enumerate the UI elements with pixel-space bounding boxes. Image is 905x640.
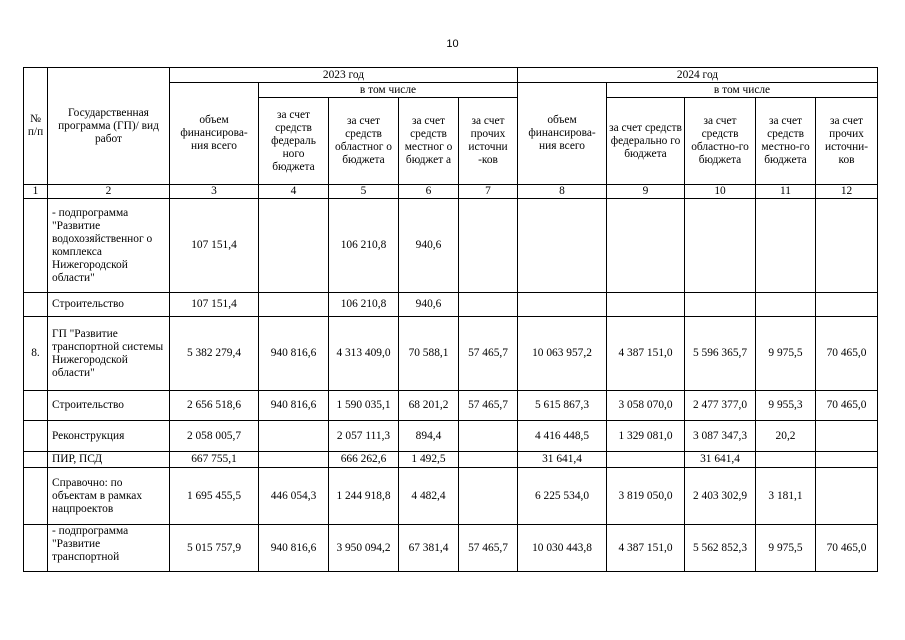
total-2023-cell: 5 382 279,4 xyxy=(170,317,259,391)
local-2023-cell: 68 201,2 xyxy=(399,391,459,421)
federal-2023-cell: 940 816,6 xyxy=(259,317,329,391)
regional-2023-cell: 4 313 409,0 xyxy=(329,317,399,391)
header-local-2023: за счет средств местног о бюджет а xyxy=(399,98,459,185)
row-number xyxy=(24,452,48,468)
federal-2024-cell: 3 058 070,0 xyxy=(607,391,685,421)
header-federal-2024: за счет средств федерально го бюджета xyxy=(607,98,685,185)
header-year-2024: 2024 год xyxy=(518,68,878,83)
federal-2024-cell: 3 819 050,0 xyxy=(607,468,685,525)
regional-2024-cell: 2 403 302,9 xyxy=(685,468,756,525)
other-2024-cell: 70 465,0 xyxy=(816,317,878,391)
table-row xyxy=(24,199,878,293)
row-number xyxy=(24,391,48,421)
column-number: 8 xyxy=(518,185,607,199)
row-name: Реконструкция xyxy=(48,421,170,452)
row-name: - подпрограмма "Развитие водохозяйственног о комплекса Нижегородской области" xyxy=(48,199,170,293)
column-number: 9 xyxy=(607,185,685,199)
column-number: 3 xyxy=(170,185,259,199)
total-2024-cell xyxy=(518,293,607,317)
header-including-2024: в том числе xyxy=(607,83,878,98)
header-number: № п/п xyxy=(24,68,48,185)
total-2023-cell: 107 151,4 xyxy=(170,293,259,317)
total-2023-cell: 2 656 518,6 xyxy=(170,391,259,421)
regional-2023-cell: 106 210,8 xyxy=(329,199,399,293)
header-other-2024: за счет прочих источни-ков xyxy=(816,98,878,185)
regional-2024-cell: 2 477 377,0 xyxy=(685,391,756,421)
header-federal-2023: за счет средств федераль ного бюджета xyxy=(259,98,329,185)
row-name: Справочно: по объектам в рамках нацпроектов xyxy=(48,468,170,525)
local-2024-cell: 9 975,5 xyxy=(756,317,816,391)
federal-2024-cell xyxy=(607,199,685,293)
row-number xyxy=(24,199,48,293)
total-2024-cell: 4 416 448,5 xyxy=(518,421,607,452)
column-number: 10 xyxy=(685,185,756,199)
local-2023-cell: 4 482,4 xyxy=(399,468,459,525)
other-2024-cell: 70 465,0 xyxy=(816,391,878,421)
local-2023-cell: 70 588,1 xyxy=(399,317,459,391)
regional-2023-cell: 1 244 918,8 xyxy=(329,468,399,525)
federal-2023-cell: 446 054,3 xyxy=(259,468,329,525)
local-2023-cell: 894,4 xyxy=(399,421,459,452)
other-2024-cell xyxy=(816,452,878,468)
total-2024-cell: 31 641,4 xyxy=(518,452,607,468)
regional-2024-cell: 5 596 365,7 xyxy=(685,317,756,391)
header-other-2023: за счет прочих источни -ков xyxy=(459,98,518,185)
local-2024-cell: 3 181,1 xyxy=(756,468,816,525)
column-number: 5 xyxy=(329,185,399,199)
local-2023-cell: 940,6 xyxy=(399,293,459,317)
federal-2024-cell: 4 387 151,0 xyxy=(607,317,685,391)
total-2023-cell: 1 695 455,5 xyxy=(170,468,259,525)
local-2024-cell xyxy=(756,293,816,317)
row-name: Строительство xyxy=(48,293,170,317)
regional-2024-cell: 31 641,4 xyxy=(685,452,756,468)
local-2024-cell xyxy=(756,452,816,468)
other-2024-cell xyxy=(816,468,878,525)
table-row xyxy=(24,391,878,421)
table-row xyxy=(24,468,878,525)
local-2023-cell: 1 492,5 xyxy=(399,452,459,468)
table-row xyxy=(24,317,878,391)
other-2023-cell xyxy=(459,452,518,468)
regional-2023-cell: 106 210,8 xyxy=(329,293,399,317)
row-number xyxy=(24,293,48,317)
header-regional-2024: за счет средств областно-го бюджета xyxy=(685,98,756,185)
column-number: 6 xyxy=(399,185,459,199)
total-2023-cell: 2 058 005,7 xyxy=(170,421,259,452)
federal-2023-cell xyxy=(259,421,329,452)
table-row xyxy=(24,452,878,468)
total-2023-cell: 107 151,4 xyxy=(170,199,259,293)
other-2023-cell xyxy=(459,293,518,317)
column-number: 7 xyxy=(459,185,518,199)
header-year-2023: 2023 год xyxy=(170,68,518,83)
federal-2024-cell: 4 387 151,0 xyxy=(607,525,685,572)
regional-2024-cell: 3 087 347,3 xyxy=(685,421,756,452)
column-number: 1 xyxy=(24,185,48,199)
regional-2023-cell: 666 262,6 xyxy=(329,452,399,468)
local-2023-cell: 940,6 xyxy=(399,199,459,293)
total-2024-cell: 6 225 534,0 xyxy=(518,468,607,525)
header-regional-2023: за счет средств областног о бюджета xyxy=(329,98,399,185)
local-2024-cell: 20,2 xyxy=(756,421,816,452)
other-2023-cell: 57 465,7 xyxy=(459,317,518,391)
local-2023-cell: 67 381,4 xyxy=(399,525,459,572)
total-2023-cell: 667 755,1 xyxy=(170,452,259,468)
row-number xyxy=(24,468,48,525)
other-2024-cell xyxy=(816,199,878,293)
header-total-2023: объем финансирова-ния всего xyxy=(170,83,259,185)
total-2024-cell: 5 615 867,3 xyxy=(518,391,607,421)
table-row xyxy=(24,525,878,572)
total-2024-cell: 10 063 957,2 xyxy=(518,317,607,391)
other-2024-cell xyxy=(816,421,878,452)
federal-2024-cell: 1 329 081,0 xyxy=(607,421,685,452)
regional-2023-cell: 2 057 111,3 xyxy=(329,421,399,452)
other-2023-cell: 57 465,7 xyxy=(459,525,518,572)
other-2023-cell xyxy=(459,199,518,293)
local-2024-cell xyxy=(756,199,816,293)
page-number: 10 xyxy=(446,38,459,50)
total-2024-cell xyxy=(518,199,607,293)
regional-2024-cell xyxy=(685,199,756,293)
row-name: - подпрограмма "Развитие транспортной xyxy=(48,525,170,572)
total-2023-cell: 5 015 757,9 xyxy=(170,525,259,572)
column-number: 4 xyxy=(259,185,329,199)
other-2023-cell xyxy=(459,468,518,525)
row-number: 8. xyxy=(24,317,48,391)
column-number: 11 xyxy=(756,185,816,199)
federal-2024-cell xyxy=(607,293,685,317)
row-name: ГП "Развитие транспортной системы Нижегородской области" xyxy=(48,317,170,391)
other-2024-cell: 70 465,0 xyxy=(816,525,878,572)
regional-2023-cell: 1 590 035,1 xyxy=(329,391,399,421)
row-number xyxy=(24,525,48,572)
federal-2023-cell: 940 816,6 xyxy=(259,391,329,421)
column-number-row xyxy=(24,185,878,199)
row-number xyxy=(24,421,48,452)
column-number: 12 xyxy=(816,185,878,199)
local-2024-cell: 9 955,3 xyxy=(756,391,816,421)
regional-2024-cell: 5 562 852,3 xyxy=(685,525,756,572)
regional-2023-cell: 3 950 094,2 xyxy=(329,525,399,572)
local-2024-cell: 9 975,5 xyxy=(756,525,816,572)
other-2023-cell xyxy=(459,421,518,452)
column-number: 2 xyxy=(48,185,170,199)
federal-2023-cell xyxy=(259,452,329,468)
financing-table xyxy=(23,67,878,572)
row-name: ПИР, ПСД xyxy=(48,452,170,468)
table-row xyxy=(24,293,878,317)
federal-2023-cell: 940 816,6 xyxy=(259,525,329,572)
other-2023-cell: 57 465,7 xyxy=(459,391,518,421)
header-program: Государственная программа (ГП)/ вид работ xyxy=(48,68,170,185)
regional-2024-cell xyxy=(685,293,756,317)
table-row xyxy=(24,421,878,452)
federal-2023-cell xyxy=(259,293,329,317)
row-name: Строительство xyxy=(48,391,170,421)
header-total-2024: объем финансирова-ния всего xyxy=(518,83,607,185)
federal-2024-cell xyxy=(607,452,685,468)
total-2024-cell: 10 030 443,8 xyxy=(518,525,607,572)
federal-2023-cell xyxy=(259,199,329,293)
other-2024-cell xyxy=(816,293,878,317)
header-including-2023: в том числе xyxy=(259,83,518,98)
header-local-2024: за счет средств местно-го бюджета xyxy=(756,98,816,185)
